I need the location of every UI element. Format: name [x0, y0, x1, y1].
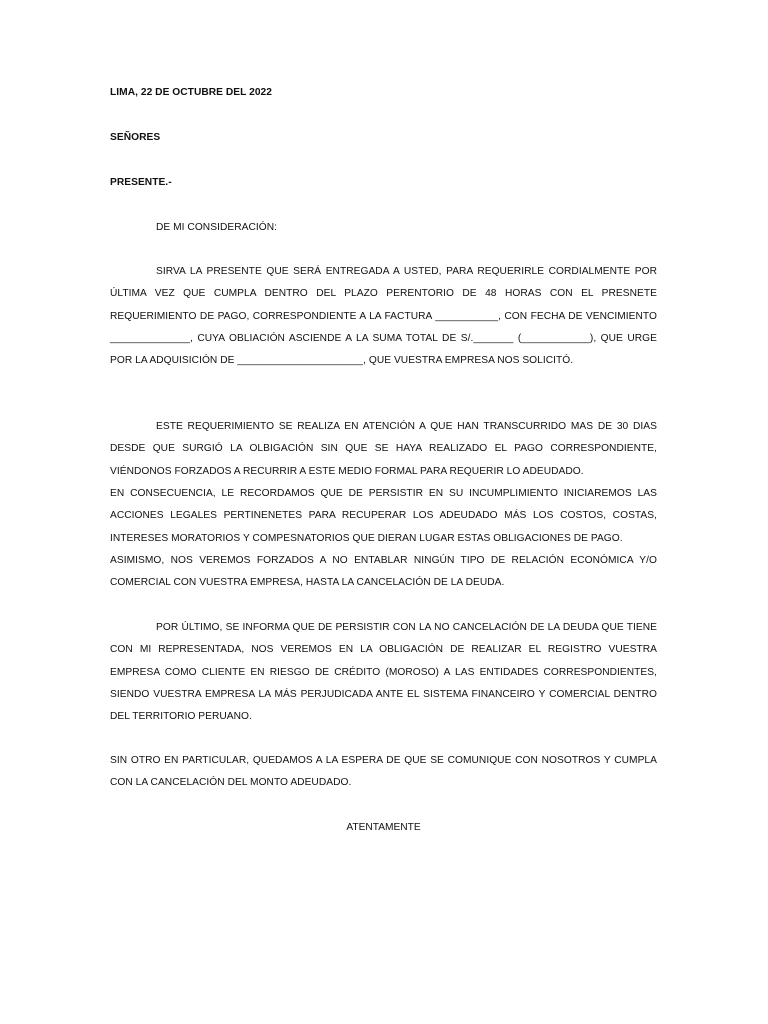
letter-addressee: SEÑORES: [110, 132, 161, 143]
letter-present: PRESENTE.-: [110, 177, 172, 188]
letter-date: LIMA, 22 DE OCTUBRE DEL 2022: [110, 87, 272, 98]
paragraph-legal-action: EN CONSECUENCIA, LE RECORDAMOS QUE DE PERSISTIR EN SU INCUMPLIMIENTO INICIAREMOS LAS ACCIONES LEGALES PERTINENETES PARA RECUPERAR LOS ADEUDADO MÁS LOS COSTOS, COSTAS, INTERESES MORATORIOS Y COMPESNATORIOS QUE DIERAN LUGAR ESTAS OBLIGACIONES DE PAGO.: [110, 488, 657, 544]
letter-salutation: DE MI CONSIDERACIÓN:: [156, 222, 277, 233]
paragraph-overdue-notice: ESTE REQUERIMIENTO SE REALIZA EN ATENCIÓN A QUE HAN TRANSCURRIDO MAS DE 30 DIAS DESDE QUE SURGIÓ LA OLBIGACIÓN SIN QUE SE HAYA REALIZADO EL PAGO CORRESPONDIENTE, VIÉNDONOS FORZADOS A RECURRIR A ESTE MEDIO FORMAL PARA REQUERIR LO ADEUDADO.: [110, 421, 657, 477]
paragraph-closing-request: SIN OTRO EN PARTICULAR, QUEDAMOS A LA ESPERA DE QUE SE COMUNIQUE CON NOSOTROS Y CUMPLA CON LA CANCELACIÓN DEL MONTO ADEUDADO.: [110, 755, 657, 789]
paragraph-payment-request: SIRVA LA PRESENTE QUE SERÁ ENTREGADA A USTED, PARA REQUERIRLE CORDIALMENTE POR ÚLTIMA VEZ QUE CUMPLA DENTRO DEL PLAZO PERENTORIO DE 48 HORAS CON EL PRESNETE REQUERIMIENTO DE PAGO, CORRESPONDIENTE A LA FACTURA ___________, CON FECHA DE VENCIMIENTO ______________, CUYA OBLIACIÓN ASCIENDE A LA SUMA TOTAL DE S/._______ (____________), QUE URGE POR LA ADQUISICIÓN DE ______________________, QUE VUESTRA EMPRESA NOS SOLICITÓ.: [110, 266, 657, 367]
paragraph-credit-risk: POR ÚLTIMO, SE INFORMA QUE DE PERSISTIR CON LA NO CANCELACIÓN DE LA DEUDA QUE TIENE CON MI REPRESENTADA, NOS VEREMOS EN LA OBLIGACIÓN DE REALIZAR EL REGISTRO VUESTRA EMPRESA COMO CLIENTE EN RIESGO DE CRÉDITO (MOROSO) A LAS ENTIDADES CORRESPONDIENTES, SIENDO VUESTRA EMPRESA LA MÁS PERJUDICADA ANTE EL SISTEMA FINANCEIRO Y COMERCIAL DENTRO DEL TERRITORIO PERUANO.: [110, 622, 657, 723]
letter-closing: ATENTAMENTE: [346, 822, 421, 833]
paragraph-commercial-relations: ASIMISMO, NOS VEREMOS FORZADOS A NO ENTABLAR NINGÚN TIPO DE RELACIÓN ECONÓMICA Y/O COMERCIAL CON VUESTRA EMPRESA, HASTA LA CANCELACIÓN DE LA DEUDA.: [110, 555, 657, 589]
